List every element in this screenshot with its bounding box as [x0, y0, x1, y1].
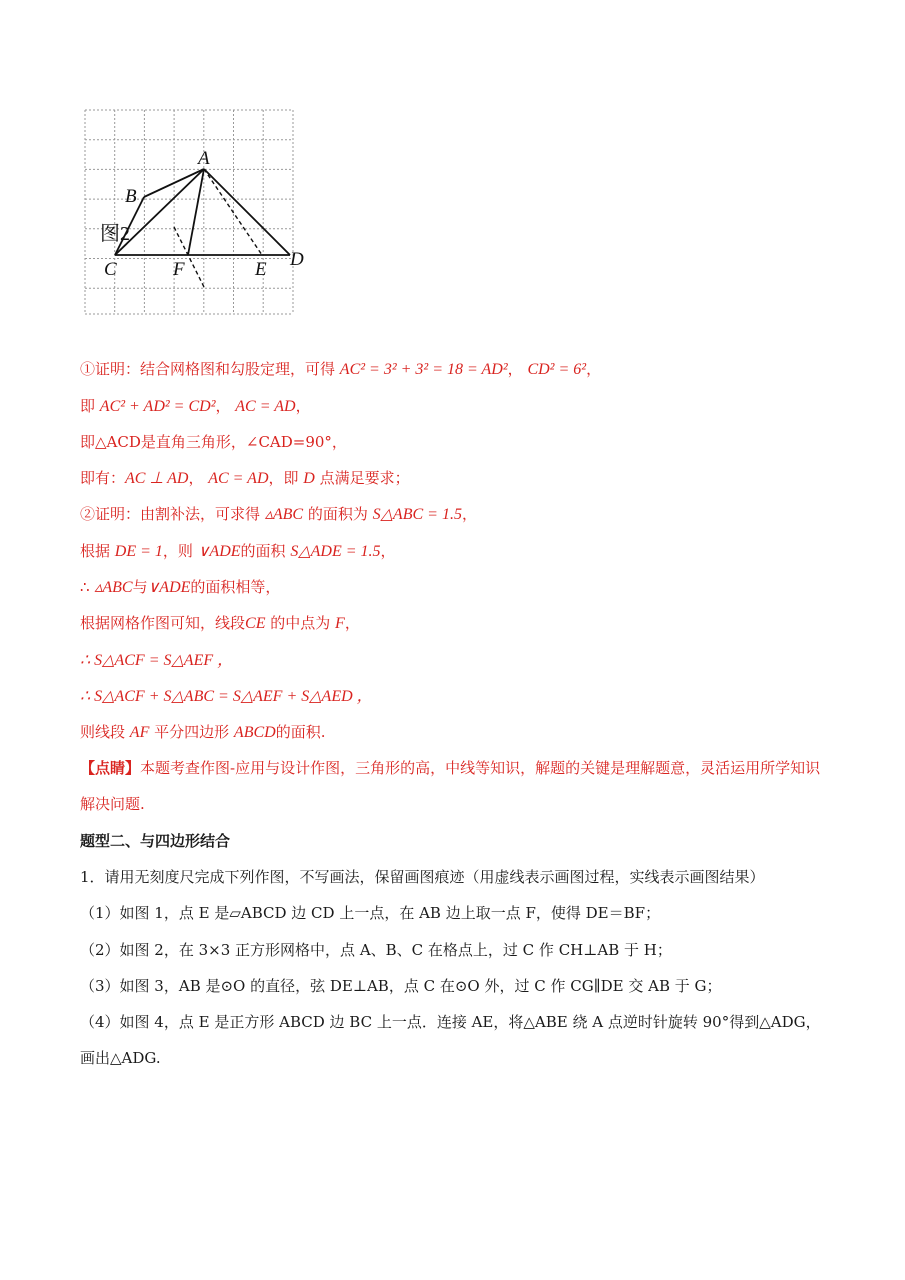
geometry-figure — [80, 105, 320, 320]
math-expression: ∨ADE — [147, 579, 191, 596]
math-expression: AF — [129, 724, 150, 741]
figure-caption: 图2 — [100, 223, 130, 245]
point-label-e: E — [255, 259, 267, 280]
proof-line-9 — [80, 649, 840, 672]
proof-line-2: 即 AC² + AD² = CD²， AC = AD， — [80, 397, 311, 415]
proof-text: 点满足要求； — [319, 469, 410, 487]
math-expression: S△ADE = 1.5 — [290, 543, 381, 560]
proof-text: 的中点为 — [270, 614, 331, 632]
grid-figure-svg — [80, 105, 320, 320]
math-expression: ABCD — [233, 724, 276, 741]
proof-line-5: ②证明：由割补法，可求得 ▵ABC 的面积为 S△ABC = 1.5， — [80, 505, 477, 523]
math-expression: S△ABC = 1.5 — [372, 506, 462, 523]
proof-text: 根据 — [80, 542, 111, 560]
question-part-3: （3）如图 3，AB 是⊙O 的直径，弦 DE⊥AB，点 C 在⊙O 外，过 C 作 CG∥DE 交 AB 于 G； — [80, 977, 722, 995]
proof-line-1: ①证明：结合网格图和勾股定理，可得 AC² = 3² + 3² = 18 = AD²， CD² = 6²， — [80, 360, 602, 378]
proof-line-3: 即△ACD是直角三角形，∠CAD=90°， — [80, 433, 347, 451]
proof-text: ，则 — [162, 542, 193, 560]
question-part-1: （1）如图 1，点 E 是▱ABCD 边 CD 上一点，在 AB 边上取一点 F，使得 DE＝BF； — [80, 904, 661, 922]
math-expression: AC² + AD² = CD² — [99, 398, 216, 415]
proof-text: 的面积相等， — [190, 578, 281, 596]
grid-lines — [85, 110, 293, 314]
proof-text: ，即 — [268, 469, 299, 487]
comment-text: 本题考查作图-应用与设计作图，三角形的高，中线等知识，解题的关键是理解题意，灵活运用所学知识解决问题. — [80, 759, 821, 813]
proof-text: 则线段 — [80, 723, 126, 741]
section-title: 题型二、与四边形结合 — [80, 832, 231, 850]
math-expression: D — [303, 470, 315, 487]
question-1: 1．请用无刻度尺完成下列作图，不写画法，保留画图痕迹（用虚线表示画图过程，实线表示画图结果） — [80, 868, 765, 886]
comment-tag: 【点睛】 — [80, 759, 141, 777]
proof-text: ②证明：由割补法，可求得 — [80, 505, 261, 523]
solid-lines — [115, 169, 290, 255]
question-part-4: （4）如图 4，点 E 是正方形 ABCD 边 BC 上一点．连接 AE，将△ABE 绕 A 点逆时针旋转 90°得到△ADG，画出△ADG. — [80, 1013, 821, 1067]
math-expression: AC ⊥ AD — [125, 470, 189, 487]
point-label-f: F — [173, 259, 185, 280]
point-label-c: C — [104, 259, 117, 280]
point-label-b: B — [125, 186, 137, 207]
math-expression: ∴ S△ACF = S△AEF ， — [80, 652, 234, 669]
proof-text: ①证明：结合网格图和勾股定理，可得 — [80, 360, 336, 378]
point-label-d: D — [290, 249, 304, 270]
proof-text: 的面积为 — [307, 505, 368, 523]
proof-text: ∴ — [80, 578, 90, 596]
proof-line-8: 根据网格作图可知，线段CE 的中点为 F， — [80, 614, 360, 632]
math-expression: AC = AD — [208, 470, 269, 487]
math-expression: DE = 1 — [114, 543, 163, 560]
math-expression: ▵ABC — [94, 579, 133, 596]
proof-line-6: 根据 DE = 1，则 ∨ADE的面积 S△ADE = 1.5， — [80, 542, 396, 560]
math-expression: ▵ABC — [264, 506, 304, 523]
proof-line-7 — [80, 576, 840, 599]
math-expression: CE — [245, 615, 266, 632]
math-expression: AC = AD — [235, 398, 296, 415]
math-expression: F — [335, 615, 345, 632]
proof-line-11 — [80, 721, 840, 744]
proof-text: 的面积 — [240, 542, 286, 560]
math-expression: AC² = 3² + 3² = 18 = AD² — [339, 361, 508, 378]
math-expression: ∴ S△ACF + S△ABC = S△AEF + S△AED ， — [80, 688, 373, 705]
proof-text: 平分四边形 — [154, 723, 230, 741]
proof-line-4: 即有：AC ⊥ AD， AC = AD，即 D 点满足要求； — [80, 469, 410, 487]
math-expression: CD² = 6² — [527, 361, 587, 378]
proof-text: 与 — [132, 578, 148, 596]
proof-text: 的面积. — [275, 723, 326, 741]
point-label-a: A — [198, 148, 210, 169]
proof-text: 即 — [80, 397, 96, 415]
proof-text: 根据网格作图可知，线段 — [80, 614, 246, 632]
comment-paragraph — [80, 750, 830, 822]
question-part-2: （2）如图 2，在 3×3 正方形网格中，点 A、B、C 在格点上，过 C 作 CH⊥AB 于 H； — [80, 941, 672, 959]
proof-text: 即有： — [80, 469, 126, 487]
math-expression: ∨ADE — [197, 543, 241, 560]
dashed-lines — [174, 169, 262, 287]
proof-line-10 — [80, 685, 840, 708]
